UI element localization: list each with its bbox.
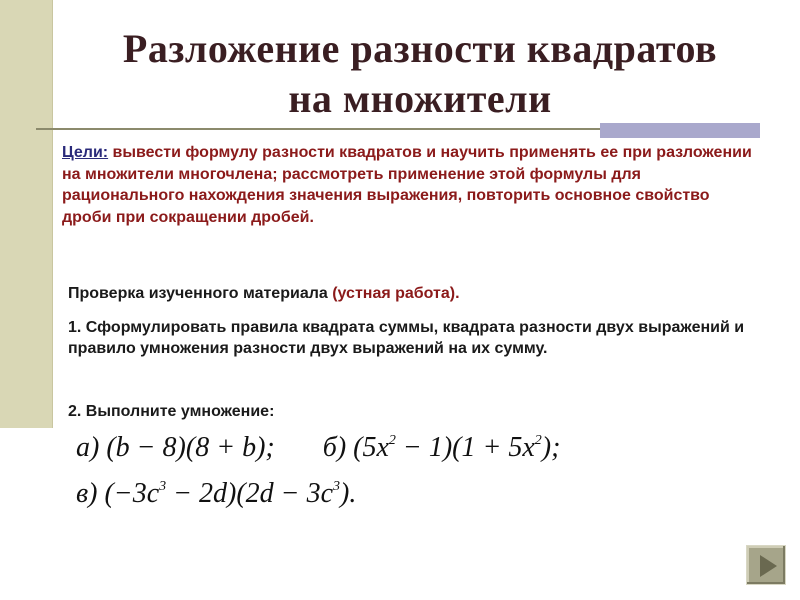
- title-divider-line: [36, 128, 600, 130]
- check-accent: (устная работа).: [332, 285, 460, 302]
- play-triangle-icon: [760, 555, 777, 577]
- math-row-2: [76, 478, 356, 510]
- goals-paragraph: [62, 142, 762, 228]
- goals-text: вывести формулу разности квадратов и научить применять ее при разложении на множители многочлена; рассмотреть применение этой формулы для рационального нахождения значения выражения, повторить основное свойство дроби при сокращении дробей.: [62, 144, 752, 226]
- math-c-expression: $(-3c^3 - 2d)(2d - 3c^3)$.: [104, 478, 357, 509]
- slide-title-line-2: на множители: [288, 76, 552, 121]
- task-item-2: 2. Выполните умножение:: [68, 403, 275, 420]
- check-text: Проверка изученного материала: [68, 285, 333, 302]
- slide-title-line-1: Разложение разности квадратов: [122, 26, 718, 71]
- goals-label: Цели:: [62, 144, 109, 161]
- math-b-expression: $(5x^2 - 1)(1 + 5x^2)$;: [353, 432, 561, 463]
- slide-title: [60, 24, 780, 124]
- task-item-1: 1. Сформулировать правила квадрата суммы, квадрата разности двух выражений и правило умножения разности двух выражений на их сумму.: [68, 319, 745, 357]
- math-row-1: [76, 432, 560, 464]
- title-divider-accent-bar: [600, 123, 760, 138]
- next-slide-button[interactable]: [746, 545, 786, 585]
- math-a-expression: (b − 8)(8 + b);: [106, 432, 275, 463]
- math-a-label: а): [76, 432, 100, 463]
- math-c-label: в): [76, 478, 98, 509]
- check-heading: [68, 283, 768, 304]
- side-decoration-bar: [0, 0, 53, 428]
- math-b-label: б): [322, 432, 347, 463]
